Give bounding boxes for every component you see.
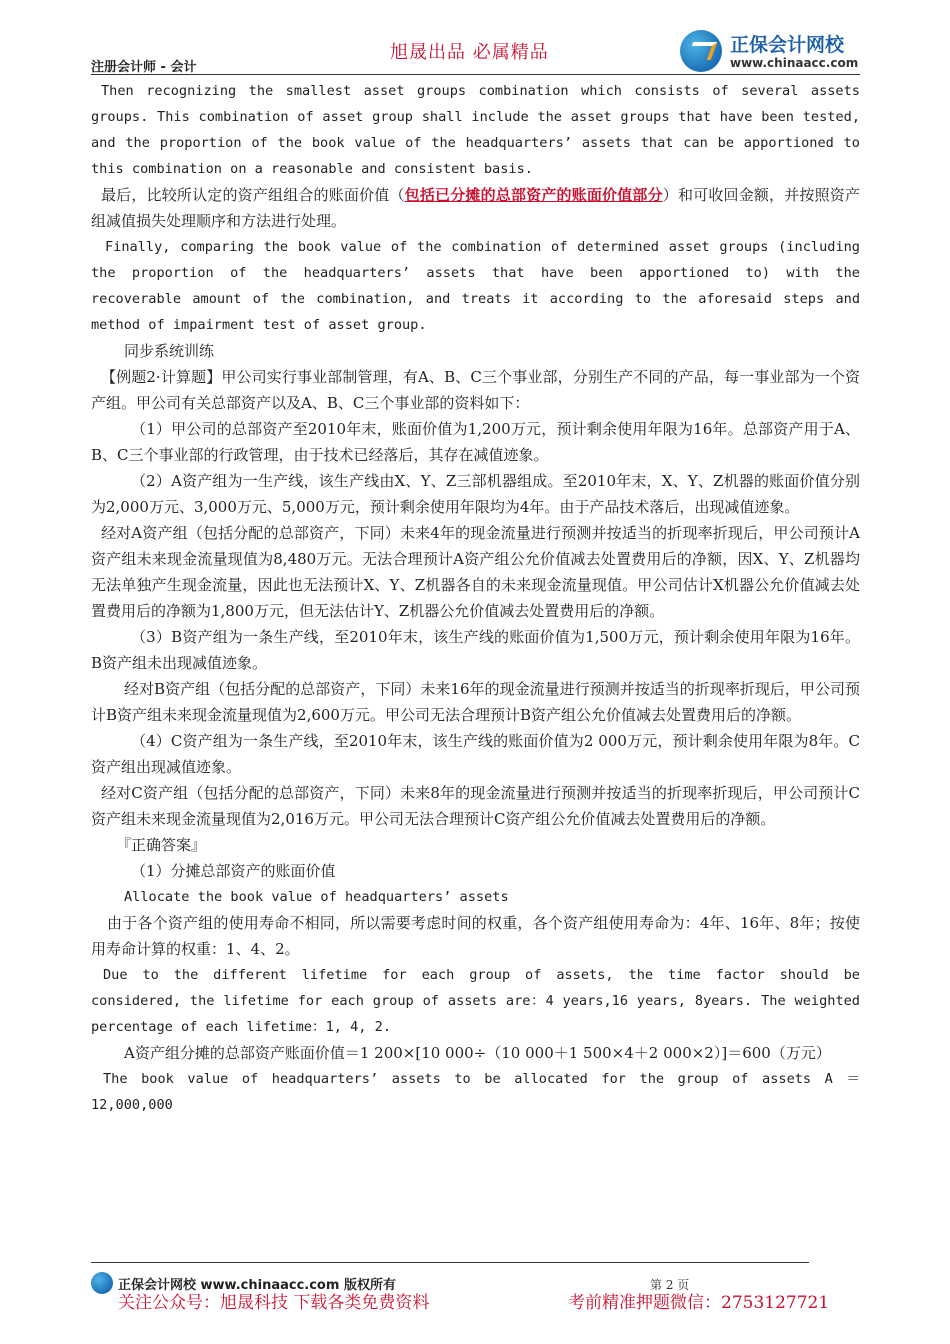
answer-weight-zh: 由于各个资产组的使用寿命不相同，所以需要考虑时间的权重，各个资产组使用寿命为：4年、16年、8年；按使用寿命计算的权重：1、4、2。: [91, 914, 860, 958]
section-heading: 同步系统训练: [124, 342, 215, 360]
footer-logo-icon: [91, 1272, 113, 1294]
paragraph-en-3: Finally, comparing the book value of the combination of determined asset groups (including the proportion of the headquarters’ assets that have been apportioned to) with the recoverable amount of the combination, and treats it according to the aforesaid steps and method of impairment test of asset group.: [91, 239, 860, 333]
header-divider: [91, 74, 860, 75]
header-slogan: 旭晟出品 必属精品: [390, 42, 549, 63]
logo-icon: [680, 30, 722, 72]
watermark-left: 关注公众号：旭晟科技 下载各类免费资料: [118, 1293, 430, 1313]
footer-copyright: 正保会计网校 www.chinaacc.com 版权所有: [118, 1278, 396, 1293]
logo-url: www.chinaacc.com: [730, 56, 859, 70]
item-2-detail: 经对A资产组（包括分配的总部资产，下同）未来4年的现金流量进行预测并按适当的折现率折现后，甲公司预计A资产组未来现金流量现值为8,480万元。无法合理预计A资产组公允价值减去处置费用后的净额，因X、Y、Z机器均无法单独产生现金流量，因此也无法预计X、Y、Z机器各自的未来现金流量现值。甲公司估计X机器公允价值减去处置费用后的净额为1,800万元，但无法估计Y、Z机器公允价值减去处置费用后的净额。: [91, 524, 860, 620]
brand-logo: [680, 30, 880, 76]
item-2: （2）A资产组为一生产线，该生产线由X、Y、Z三部机器组成。至2010年末，X、Y、Z机器的账面价值分别为2,000万元、3,000万元、5,000万元，预计剩余使用年限均为4年。由于产品技术落后，出现减值迹象。: [91, 472, 860, 516]
answer-step-1: （1）分摊总部资产的账面价值: [131, 862, 336, 880]
item-3: （3）B资产组为一条生产线，至2010年末，该生产线的账面价值为1,500万元，预计剩余使用年限为16年。B资产组未出现减值迹象。: [91, 628, 860, 672]
answer-formula: A资产组分摊的总部资产账面价值＝1 200×[10 000÷（10 000＋1 500×4＋2 000×2）]＝600（万元）: [124, 1044, 831, 1062]
item-4-detail: 经对C资产组（包括分配的总部资产，下同）未来8年的现金流量进行预测并按适当的折现率折现后，甲公司预计C资产组未来现金流量现值为2,016万元。甲公司无法合理预计C资产组公允价值减去处置费用后的净额。: [91, 784, 860, 828]
answer-formula-en: The book value of headquarters’ assets to be allocated for the group of assets A ＝ 12,000,000: [91, 1071, 860, 1113]
emphasis-text: 包括已分摊的总部资产的账面价值部分: [404, 186, 663, 204]
answer-heading: 『正确答案』: [116, 836, 207, 854]
footer-divider: [91, 1262, 809, 1263]
answer-step-1-en: Allocate the book value of headquarters’ assets: [124, 889, 509, 905]
document-body: [91, 78, 860, 1118]
answer-weight-en: Due to the different lifetime for each group of assets, the time factor should be considered, the lifetime for each group of assets are：4 years,16 years, 8years. The weighted percentage of each lifetime：1, 4, 2.: [91, 967, 860, 1035]
logo-title: 正保会计网校: [730, 34, 845, 56]
paragraph-zh-2-a: 最后，比较所认定的资产组组合的账面价值（: [101, 186, 405, 204]
paragraph-en-1: Then recognizing the smallest asset groups combination which consists of several assets groups. This combination of asset group shall include the asset groups that have been tested, and the proportion of the book value of the headquarters’ assets that can be apportioned to this combination on a reasonable and consistent basis.: [91, 83, 860, 177]
example-intro: 【例题2·计算题】甲公司实行事业部制管理，有A、B、C三个事业部，分别生产不同的产品，每一事业部为一个资产组。甲公司有关总部资产以及A、B、C三个事业部的资料如下：: [91, 368, 860, 412]
item-1: （1）甲公司的总部资产至2010年末，账面价值为1,200万元，预计剩余使用年限为16年。总部资产用于A、B、C三个事业部的行政管理，由于技术已经落后，其存在减值迹象。: [91, 420, 860, 464]
item-4: （4）C资产组为一条生产线，至2010年末，该生产线的账面价值为2 000万元，预计剩余使用年限为8年。C资产组出现减值迹象。: [91, 732, 860, 776]
watermark-right: 考前精准押题微信：2753127721: [568, 1293, 830, 1313]
page-number: 第 2 页: [650, 1278, 690, 1292]
item-3-detail: 经对B资产组（包括分配的总部资产，下同）未来16年的现金流量进行预测并按适当的折现率折现后，甲公司预计B资产组未来现金流量现值为2,600万元。甲公司无法合理预计B资产组公允价值减去处置费用后的净额。: [91, 680, 860, 724]
paragraph-zh-2-b: ）和可收回金额，并按照资产组减值损失处理顺序和方法进行处理。: [91, 186, 860, 230]
paragraph-zh-2: [91, 182, 860, 234]
header-course-title: 注册会计师 - 会计: [91, 60, 197, 75]
